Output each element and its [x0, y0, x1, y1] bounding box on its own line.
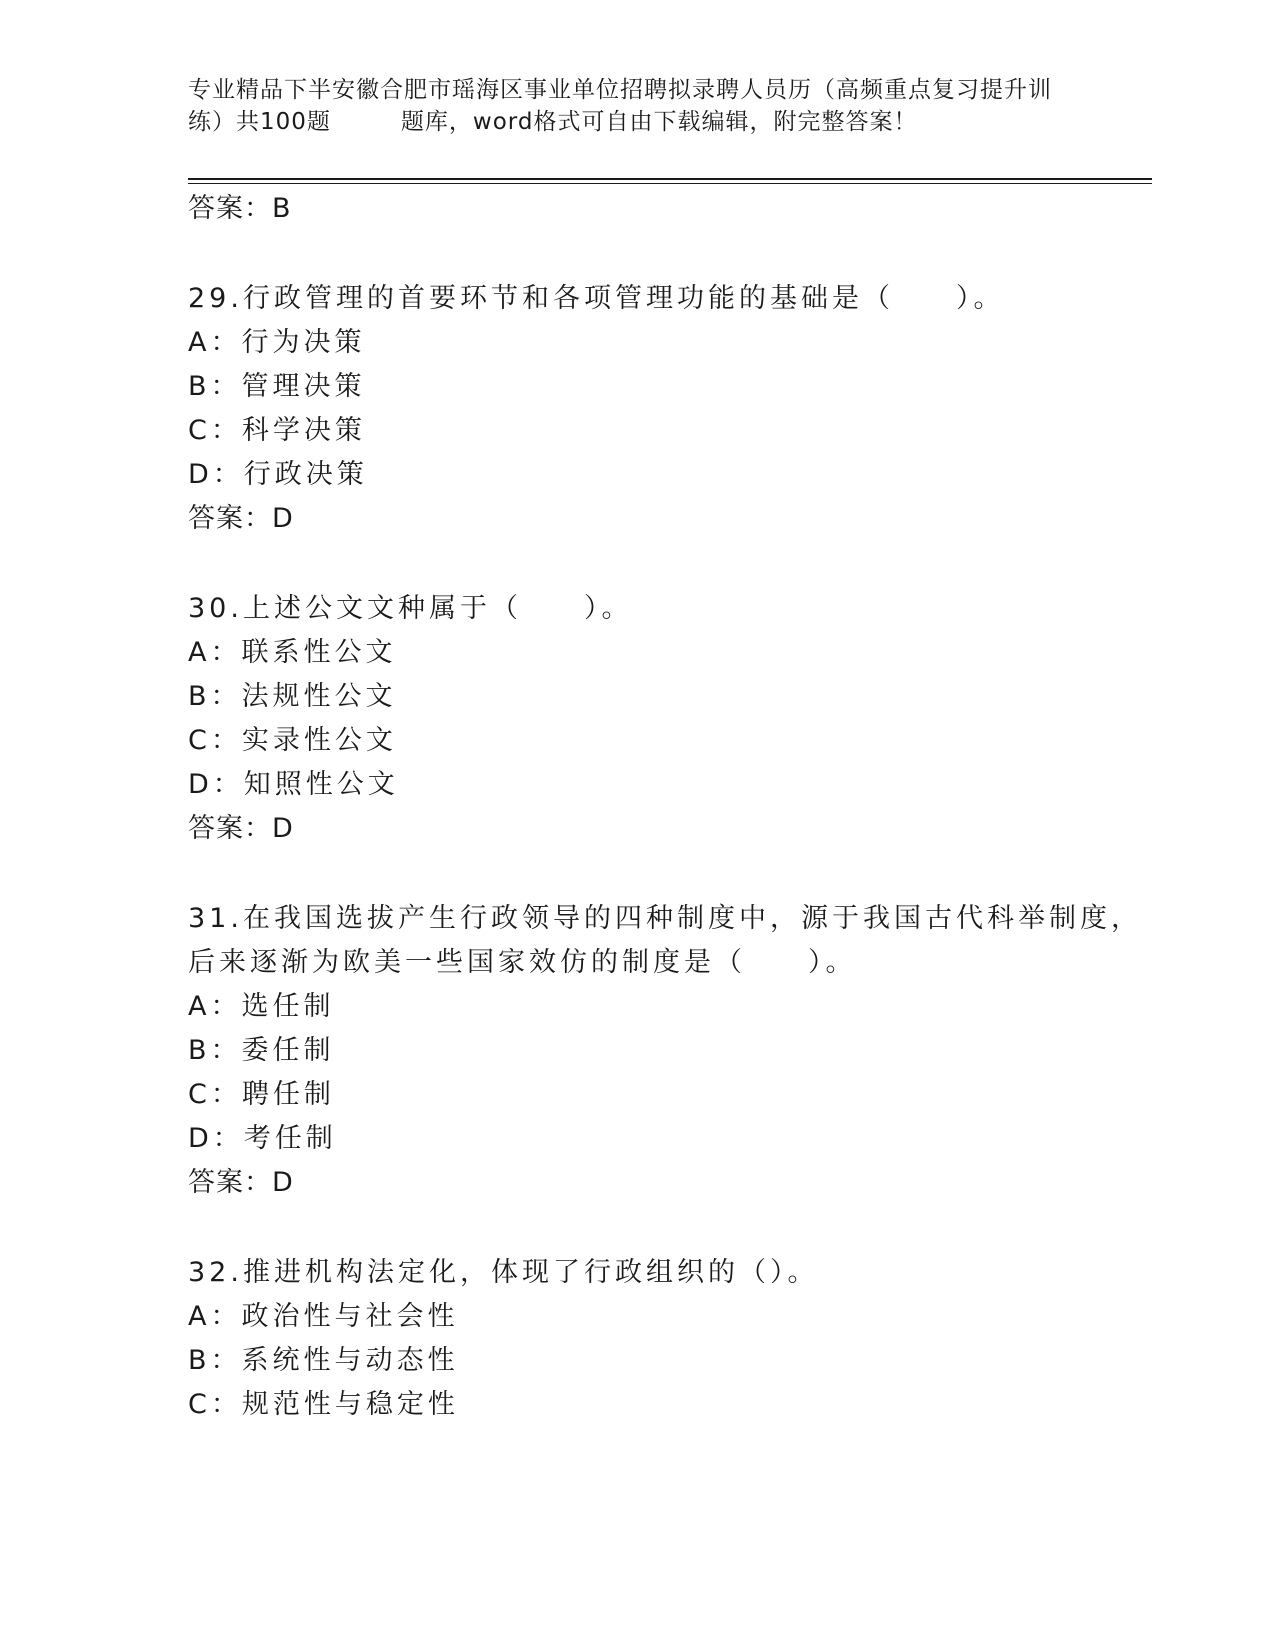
option-c: C：聘任制 — [188, 1079, 335, 1110]
option-a: A：联系性公文 — [188, 637, 397, 668]
option-c: C：规范性与稳定性 — [188, 1389, 459, 1420]
option-b: B：委任制 — [188, 1035, 335, 1066]
option-b: B：法规性公文 — [188, 681, 397, 712]
option-c: C：实录性公文 — [188, 725, 397, 756]
option-b: B：系统性与动态性 — [188, 1345, 459, 1376]
option-a: A：选任制 — [188, 991, 335, 1022]
previous-answer: 答案：B — [188, 193, 292, 224]
header-question-count: 练）共100题 — [188, 109, 331, 135]
question-stem-line2: 后来逐渐为欧美一些国家效仿的制度是（ ）。 — [188, 947, 857, 978]
option-d: D：考任制 — [188, 1123, 337, 1154]
option-a: A：政治性与社会性 — [188, 1301, 459, 1332]
question-stem: 29.行政管理的首要环节和各项管理功能的基础是（ ）。 — [188, 283, 1005, 314]
header-description: 题库，word格式可自由下载编辑，附完整答案！ — [400, 109, 918, 135]
answer: 答案：D — [188, 813, 294, 844]
header-title-line1: 专业精品下半安徽合肥市瑶海区事业单位招聘拟录聘人员历（高频重点复习提升训 — [188, 77, 1052, 103]
option-b: B：管理决策 — [188, 371, 366, 402]
answer: 答案：D — [188, 503, 294, 534]
question-stem: 32.推进机构法定化，体现了行政组织的（）。 — [188, 1257, 819, 1288]
option-a: A：行为决策 — [188, 327, 366, 358]
option-d: D：知照性公文 — [188, 769, 399, 800]
answer: 答案：D — [188, 1167, 294, 1198]
document-header — [188, 74, 1088, 138]
option-d: D：行政决策 — [188, 459, 368, 490]
header-title-line2 — [188, 106, 1088, 138]
header-divider-thin — [188, 183, 1152, 184]
question-stem-line1: 31.在我国选拔产生行政领导的四种制度中，源于我国古代科举制度， — [188, 903, 1142, 934]
header-divider-thick — [188, 178, 1152, 180]
question-stem: 30.上述公文文种属于（ ）。 — [188, 593, 633, 624]
option-c: C：科学决策 — [188, 415, 366, 446]
